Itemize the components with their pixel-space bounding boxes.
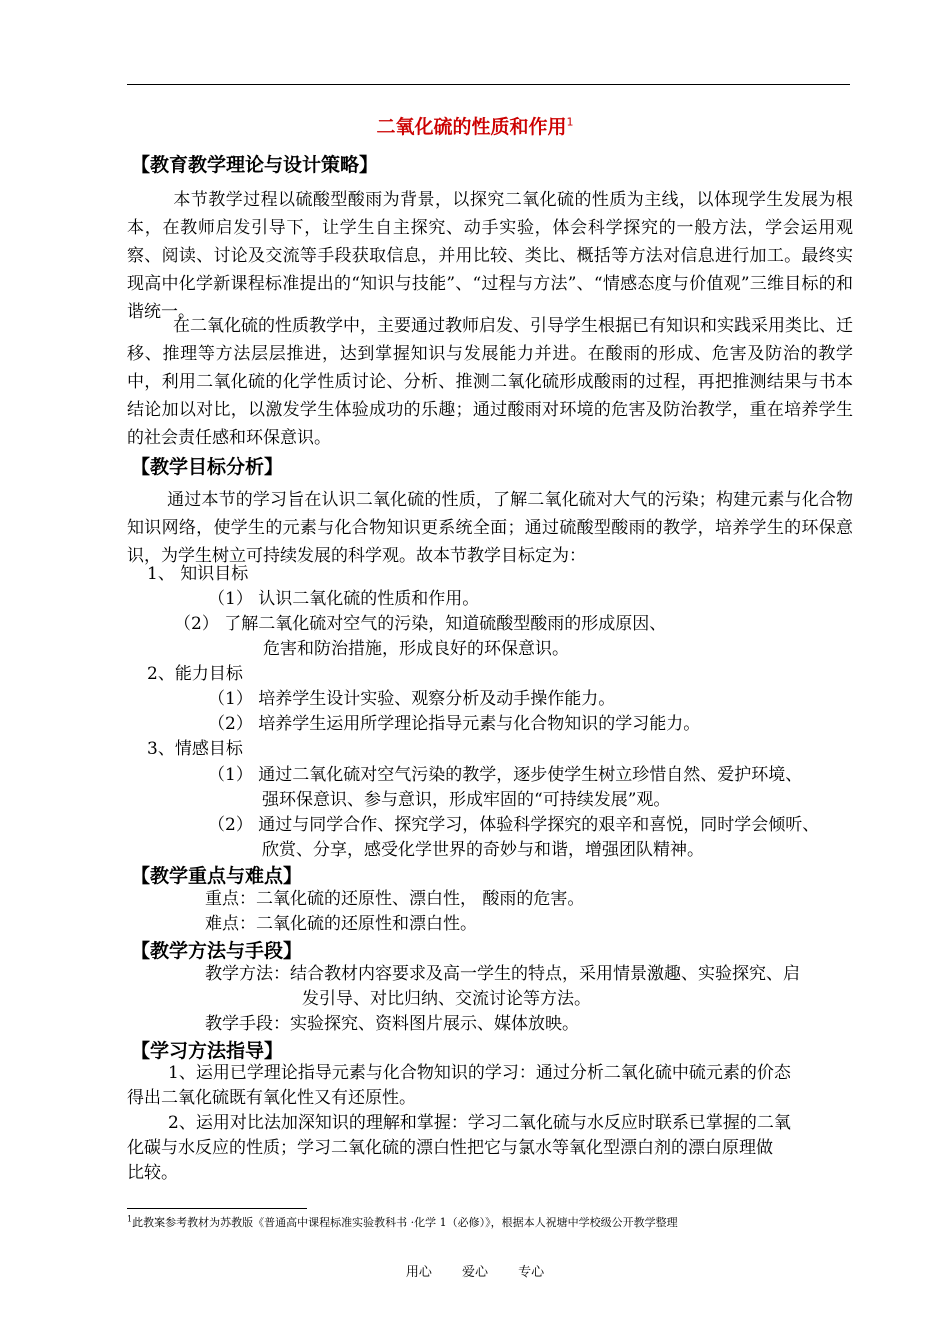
section-heading-methods: 【教学方法与手段】	[131, 940, 303, 962]
goal-emotion-item-2-cont: 欣赏、分享，感受化学世界的奇妙与和谐，增强团队精神。	[262, 840, 704, 860]
section-heading-strategy: 【教育教学理论与设计策略】	[131, 154, 379, 176]
goal-knowledge-heading: 1、 知识目标	[147, 564, 249, 584]
title-footnote-ref: 1	[566, 115, 574, 129]
paragraph-strategy-1	[127, 186, 853, 326]
goal-knowledge-item-2-cont: 危害和防治措施，形成良好的环保意识。	[263, 639, 569, 659]
study-guide-1: 1、运用已学理论指导元素与化合物知识的学习：通过分析二氧化硫中硫元素的价态	[168, 1063, 791, 1083]
study-guide-2-cont: 化碳与水反应的性质；学习二氧化硫的漂白性把它与氯水等氧化型漂白剂的漂白原理做	[127, 1138, 773, 1158]
footnote	[127, 1214, 678, 1230]
footnote-rule	[127, 1208, 307, 1209]
paragraph-strategy-2	[127, 312, 853, 452]
goal-ability-heading: 2、能力目标	[147, 664, 243, 684]
paragraph-text: 在二氧化硫的性质教学中，主要通过教师启发、引导学生根据已有知识和实践采用类比、迁移、推理等方法层层推进，达到掌握知识与发展能力并进。在酸雨的形成、危害及防治的教学中，利用二氧化硫的化学性质讨论、分析、推测二氧化硫形成酸雨的过程，再把推测结果与书本结论加以对比，以激发学生体验成功的乐趣；通过酸雨对环境的危害及防治教学，重在培养学生的社会责任感和环保意识。	[127, 316, 853, 448]
page-footer: 用心 爱心 专心	[405, 1265, 545, 1280]
goal-emotion-item-1-cont: 强环保意识、参与意识，形成牢固的“可持续发展”观。	[262, 790, 671, 810]
study-guide-2-end: 比较。	[127, 1163, 178, 1183]
key-point: 重点：二氧化硫的还原性、漂白性， 酸雨的危害。	[205, 889, 585, 909]
teaching-method-cont: 发引导、对比归纳、交流讨论等方法。	[302, 989, 591, 1009]
header-rule	[127, 84, 850, 85]
goal-knowledge-item-1: （1） 认识二氧化硫的性质和作用。	[208, 589, 480, 609]
footnote-text: 此教案参考教材为苏教版《普通高中课程标准实验教科书 ·化学 1（必修）》，根据本人祝塘中学校级公开教学整理	[132, 1216, 678, 1229]
goal-emotion-item-1: （1） 通过二氧化硫对空气污染的教学，逐步使学生树立珍惜自然、爱护环境、	[208, 765, 803, 785]
footnote-mark: 1	[127, 1214, 133, 1224]
section-heading-study: 【学习方法指导】	[131, 1040, 284, 1062]
section-heading-goals: 【教学目标分析】	[131, 456, 284, 478]
title-text: 二氧化硫的性质和作用	[376, 116, 567, 138]
goal-ability-item-1: （1） 培养学生设计实验、观察分析及动手操作能力。	[208, 689, 616, 709]
study-guide-1-cont: 得出二氧化硫既有氧化性又有还原性。	[127, 1088, 416, 1108]
teaching-means: 教学手段：实验探究、资料图片展示、媒体放映。	[205, 1014, 579, 1034]
goal-ability-item-2: （2） 培养学生运用所学理论指导元素与化合物知识的学习能力。	[208, 714, 701, 734]
difficulty-point: 难点：二氧化硫的还原性和漂白性。	[205, 914, 477, 934]
goal-emotion-item-2: （2） 通过与同学合作、探究学习，体验科学探究的艰辛和喜悦，同时学会倾听、	[208, 815, 820, 835]
study-guide-2: 2、运用对比法加深知识的理解和掌握：学习二氧化硫与水反应时联系已掌握的二氧	[168, 1113, 791, 1133]
paragraph-text: 通过本节的学习旨在认识二氧化硫的性质，了解二氧化硫对大气的污染；构建元素与化合物知识网络，使学生的元素与化合物知识更系统全面；通过硫酸型酸雨的教学，培养学生的环保意识，为学生树立可持续发展的科学观。故本节教学目标定为：	[127, 490, 853, 566]
goal-knowledge-item-2: （2） 了解二氧化硫对空气的污染，知道硫酸型酸雨的形成原因、	[174, 614, 667, 634]
document-title	[0, 112, 950, 139]
paragraph-text: 本节教学过程以硫酸型酸雨为背景，以探究二氧化硫的性质为主线，以体现学生发展为根本，在教师启发引导下，让学生自主探究、动手实验，体会科学探究的一般方法，学会运用观察、阅读、讨论及交流等手段获取信息，并用比较、类比、概括等方法对信息进行加工。最终实现高中化学新课程标准提出的“知识与技能”、“过程与方法”、“情感态度与价值观”三维目标的和谐统一。	[127, 190, 853, 322]
paragraph-goals-intro	[127, 486, 853, 570]
section-heading-keypoints: 【教学重点与难点】	[131, 865, 303, 887]
teaching-method: 教学方法：结合教材内容要求及高一学生的特点，采用情景激趣、实验探究、启	[205, 964, 800, 984]
goal-emotion-heading: 3、情感目标	[147, 739, 243, 759]
